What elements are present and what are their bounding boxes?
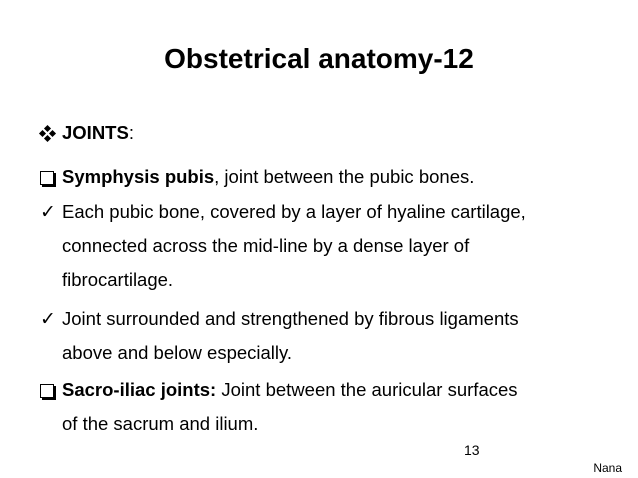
sacroiliac-term: Sacro-iliac joints: <box>62 379 217 400</box>
check-item-2-text-2: above and below especially. <box>62 342 293 363</box>
slide-title: Obstetrical anatomy-12 <box>164 43 474 74</box>
four-diamond-bullet-icon <box>40 121 60 145</box>
symphysis-description: , joint between the pubic bones. <box>214 166 475 187</box>
checkmark-bullet-icon: ✓ <box>40 308 56 330</box>
check-item-1-text-2: connected across the mid-line by a dense layer of <box>62 235 470 256</box>
sacroiliac-description: Joint between the auricular surfaces <box>216 379 518 400</box>
check-item-1-text-3: fibrocartilage. <box>62 269 174 290</box>
page-number: 13 <box>464 442 480 458</box>
check-item-2-text-1: Joint surrounded and strengthened by fibrous ligaments <box>62 308 519 329</box>
author-name: Nana <box>593 461 622 475</box>
symphysis-term: Symphysis pubis <box>62 166 215 187</box>
hollow-square-bullet-icon <box>40 378 60 402</box>
joints-heading-colon: : <box>128 122 134 143</box>
check-item-1-text-1: Each pubic bone, covered by a layer of hyaline cartilage, <box>62 201 526 222</box>
joints-heading: JOINTS <box>62 122 129 143</box>
sacroiliac-text-2: of the sacrum and ilium. <box>62 413 259 434</box>
hollow-square-bullet-icon <box>40 165 60 189</box>
checkmark-bullet-icon: ✓ <box>40 201 56 223</box>
